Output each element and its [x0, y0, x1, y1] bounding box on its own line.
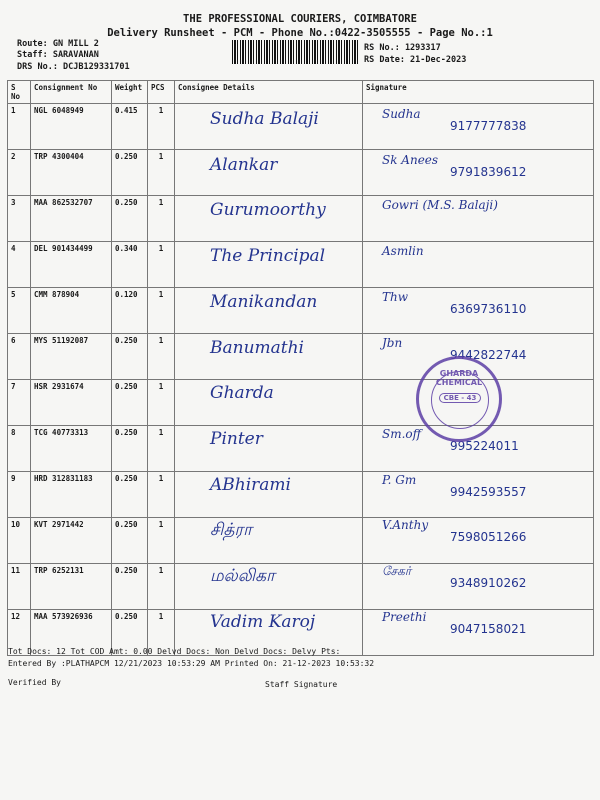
pcs-cell: 1 — [148, 196, 175, 242]
weight-cell: 0.250 — [112, 150, 148, 196]
entered-by-line: Entered By :PLATHAPCM 12/21/2023 10:53:29 AM Printed On: 21-12-2023 10:53:32 — [8, 659, 375, 668]
sno-cell: 6 — [8, 334, 31, 380]
consignment-no-cell: TRP 6252131 — [31, 564, 112, 610]
weight-cell: 0.340 — [112, 242, 148, 288]
route-label: Route: GN MILL 2 — [17, 39, 99, 49]
pcs-cell: 1 — [148, 472, 175, 518]
handwritten-phone: 9177777838 — [450, 119, 527, 133]
consignment-no-cell: TRP 4300404 — [31, 150, 112, 196]
col-consignee-details: Consignee Details — [175, 81, 363, 104]
pcs-cell: 1 — [148, 104, 175, 150]
company-stamp — [416, 356, 502, 442]
sno-cell: 5 — [8, 288, 31, 334]
consignee-cell — [175, 426, 363, 472]
weight-cell: 0.250 — [112, 196, 148, 242]
pcs-cell: 1 — [148, 150, 175, 196]
handwritten-signature: Sk Anees — [382, 152, 439, 167]
pcs-cell: 1 — [148, 334, 175, 380]
barcode — [232, 40, 358, 64]
handwritten-consignee: ABhirami — [210, 474, 291, 495]
handwritten-signature: Sudha — [382, 107, 421, 121]
col-weight: Weight — [112, 81, 148, 104]
handwritten-consignee: The Principal — [210, 246, 326, 267]
stamp-ring-text: GHARDA CHEMICAL — [435, 369, 483, 387]
sno-cell: 8 — [8, 426, 31, 472]
totals-line: Tot Docs: 12 Tot COD Amt: 0.00 Delvd Docs: Non Delvd Docs: Delvy Pts: — [8, 647, 341, 656]
pcs-cell: 1 — [148, 242, 175, 288]
pcs-cell: 1 — [148, 518, 175, 564]
handwritten-phone: 9791839612 — [450, 164, 527, 179]
handwritten-signature: Asmlin — [382, 244, 424, 259]
weight-cell: 0.120 — [112, 288, 148, 334]
runsheet-title: Delivery Runsheet - PCM - Phone No.:0422-3505555 - Page No.:1 — [107, 27, 493, 39]
company-title: THE PROFESSIONAL COURIERS, COIMBATORE — [183, 13, 417, 25]
sno-cell: 2 — [8, 150, 31, 196]
sno-cell: 4 — [8, 242, 31, 288]
pcs-cell: 1 — [148, 426, 175, 472]
sno-cell: 10 — [8, 518, 31, 564]
handwritten-phone: 9942593557 — [450, 484, 527, 499]
sno-cell: 7 — [8, 380, 31, 426]
table-row — [8, 380, 594, 426]
handwritten-signature: V.Anthy — [382, 518, 429, 533]
handwritten-signature: P. Gm — [382, 472, 417, 487]
staff-signature-label: Staff Signature — [265, 680, 338, 689]
weight-cell: 0.250 — [112, 518, 148, 564]
sno-cell: 11 — [8, 564, 31, 610]
consignee-cell — [175, 518, 363, 564]
sno-cell: 1 — [8, 104, 31, 150]
sno-cell: 3 — [8, 196, 31, 242]
pcs-cell: 1 — [148, 380, 175, 426]
handwritten-signature: Jbn — [382, 335, 403, 350]
weight-cell: 0.250 — [112, 380, 148, 426]
handwritten-consignee: மல்லிகா — [210, 566, 275, 586]
weight-cell: 0.250 — [112, 564, 148, 610]
weight-cell: 0.415 — [112, 104, 148, 150]
col-sno: S No — [8, 81, 31, 104]
pcs-cell: 1 — [148, 564, 175, 610]
handwritten-phone: 995224011 — [450, 438, 519, 453]
handwritten-signature: Gowri (M.S. Balaji) — [382, 198, 498, 213]
handwritten-phone: 9442822744 — [450, 347, 527, 362]
stamp-center-text: CBE - 43 — [439, 393, 481, 403]
consignment-no-cell: HSR 2931674 — [31, 380, 112, 426]
table-header-row — [8, 81, 594, 104]
handwritten-signature: Sm.off — [382, 426, 422, 441]
col-signature: Signature — [363, 81, 594, 104]
weight-cell: 0.250 — [112, 426, 148, 472]
drs-number: DRS No.: DCJB129331701 — [17, 62, 130, 72]
weight-cell: 0.250 — [112, 334, 148, 380]
sno-cell: 12 — [8, 610, 31, 656]
handwritten-signature: Thw — [382, 289, 409, 304]
sno-cell: 9 — [8, 472, 31, 518]
handwritten-consignee: Manikandan — [210, 291, 318, 312]
consignment-no-cell: MAA 573926936 — [31, 610, 112, 656]
handwritten-signature: சேகர் — [382, 564, 412, 578]
handwritten-consignee: Alankar — [210, 154, 278, 175]
col-consignment-no: Consignment No — [31, 81, 112, 104]
consignment-no-cell: MYS 51192087 — [31, 334, 112, 380]
handwritten-phone: 9348910262 — [450, 576, 527, 590]
consignment-no-cell: NGL 6048949 — [31, 104, 112, 150]
handwritten-consignee: Pinter — [210, 428, 263, 449]
pcs-cell: 1 — [148, 288, 175, 334]
handwritten-phone: 9047158021 — [450, 621, 527, 636]
pcs-cell: 1 — [148, 610, 175, 656]
weight-cell: 0.250 — [112, 472, 148, 518]
rs-number: RS No.: 1293317 — [364, 43, 441, 53]
handwritten-consignee: Sudha Balaji — [210, 109, 319, 129]
consignment-no-cell: MAA 862532707 — [31, 196, 112, 242]
handwritten-consignee: சித்ரா — [210, 520, 253, 541]
handwritten-phone: 7598051266 — [450, 530, 527, 545]
handwritten-signature: Preethi — [382, 609, 427, 624]
handwritten-phone: 6369736110 — [450, 301, 527, 316]
consignment-no-cell: CMM 878904 — [31, 288, 112, 334]
handwritten-consignee: Gharda — [210, 383, 274, 404]
consignment-no-cell: TCG 40773313 — [31, 426, 112, 472]
handwritten-consignee: Gurumoorthy — [210, 200, 326, 221]
col-pcs: PCS — [148, 81, 175, 104]
weight-cell: 0.250 — [112, 610, 148, 656]
consignment-no-cell: KVT 2971442 — [31, 518, 112, 564]
handwritten-consignee: Vadim Karoj — [210, 611, 316, 632]
rs-date: RS Date: 21-Dec-2023 — [364, 55, 467, 65]
staff-label: Staff: SARAVANAN — [17, 50, 99, 60]
consignment-no-cell: DEL 901434499 — [31, 242, 112, 288]
handwritten-consignee: Banumathi — [210, 337, 304, 358]
verified-by-label: Verified By — [8, 678, 61, 687]
consignment-no-cell: HRD 312831183 — [31, 472, 112, 518]
